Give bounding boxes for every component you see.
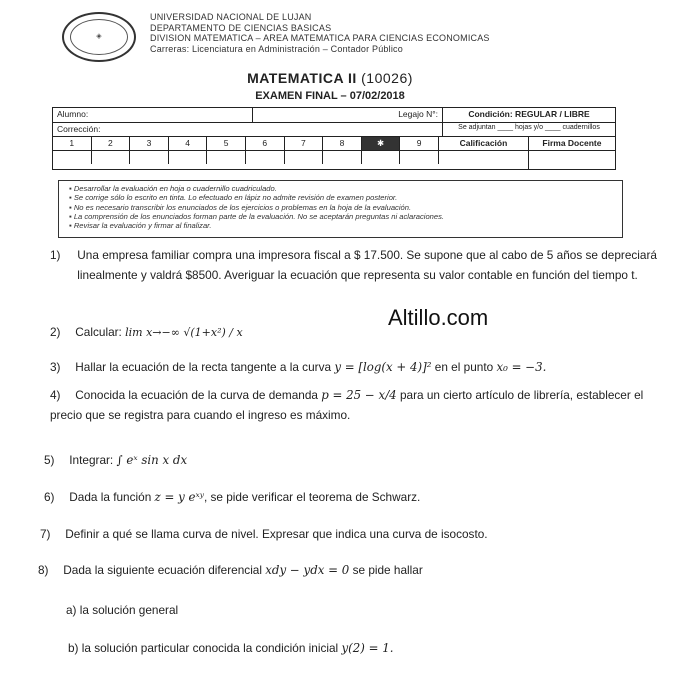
- question-text: a) la solución general: [66, 603, 179, 617]
- question-3: [50, 357, 546, 377]
- score-blank: [207, 151, 246, 164]
- question-text: b) la solución particular conocida la condición inicial: [68, 641, 339, 655]
- question-number: 7): [40, 527, 51, 541]
- calificacion-blank: [439, 151, 529, 169]
- question-number: 8): [38, 563, 49, 577]
- question-1: [50, 245, 670, 285]
- score-blank: [130, 151, 169, 164]
- score-blank: [53, 151, 92, 164]
- header-line: DIVISION MATEMATICA – AREA MATEMATICA PARA CIENCIAS ECONOMICAS: [150, 33, 490, 43]
- question-text: Definir a qué se llama curva de nivel. Expresar que indica una curva de isocosto.: [65, 527, 488, 541]
- question-8b: [68, 638, 393, 658]
- score-cell-shaded: ✱: [362, 137, 401, 150]
- score-blank: [323, 151, 362, 164]
- correccion-label: Corrección:: [53, 123, 443, 136]
- score-cell-number: 5: [207, 137, 246, 150]
- header-line: Carreras: Licenciatura en Administración – Contador Público: [150, 43, 403, 54]
- student-form-table: [52, 107, 616, 170]
- question-math: z = y eˣʸ: [154, 490, 204, 504]
- instruction-item: ▪ La comprensión de los enunciados forman parte de la evaluación. No se aceptarán preguntas ni aclaraciones.: [69, 212, 612, 221]
- score-cell-number: 6: [246, 137, 285, 150]
- instruction-item: ▪ Revisar la evaluación y firmar al finalizar.: [69, 221, 612, 230]
- instruction-item: ▪ Desarrollar la evaluación en hoja o cuadernillo cuadriculado.: [69, 184, 612, 193]
- question-math: ∫ eˣ sin x dx: [116, 453, 188, 467]
- institution-header: [150, 12, 490, 54]
- question-4: [50, 385, 670, 425]
- question-6: [44, 487, 420, 507]
- question-text: Dada la función: [69, 490, 152, 504]
- watermark: Altillo.com: [388, 305, 489, 330]
- instruction-item: ▪ No es necesario transcribir los enunciados de los ejercicios o problemas en la hoja de la evaluación.: [69, 203, 612, 212]
- instruction-item: ▪ Se corrige sólo lo escrito en tinta. Lo efectuado en lápiz no admite revisión de examen posterior.: [69, 193, 612, 202]
- header-line: UNIVERSIDAD NACIONAL DE LUJAN: [150, 12, 312, 22]
- score-cell-number: 1: [53, 137, 92, 150]
- seal-emblem-icon: ◈: [70, 19, 128, 55]
- score-cell-number: 7: [285, 137, 324, 150]
- question-math: y(2) = 1.: [341, 641, 394, 655]
- question-text: Dada la siguiente ecuación diferencial: [63, 563, 262, 577]
- question-math: y = [log(x + 4)]²: [334, 360, 432, 374]
- score-blank: [400, 151, 439, 164]
- score-cell-number: 8: [323, 137, 362, 150]
- header-line: DEPARTAMENTO DE CIENCIAS BASICAS: [150, 22, 332, 33]
- firma-label: Firma Docente: [542, 138, 602, 148]
- question-text: Conocida la ecuación de la curva de demanda: [75, 388, 318, 402]
- course-name: MATEMATICA II: [247, 70, 357, 86]
- question-math: p = 25 − x/4: [321, 388, 397, 402]
- question-math: xdy − ydx = 0: [265, 563, 350, 577]
- question-text: Una empresa familiar compra una impresora fiscal a $ 17.500. Se supone que al cabo de 5 años se depreciará linealmente y valdrá $8500. Averiguar la ecuación que representa su valor contable en función del tiempo t.: [77, 248, 657, 282]
- question-text: en el punto: [434, 360, 494, 374]
- question-math: lim x→−∞ √(1+x²) / x: [125, 326, 243, 339]
- question-7: [40, 524, 488, 544]
- score-blank: [285, 151, 324, 164]
- score-blank: [246, 151, 285, 164]
- question-text: Hallar la ecuación de la recta tangente a la curva: [75, 360, 332, 374]
- question-number: 2): [50, 325, 61, 339]
- exam-title: [0, 70, 660, 86]
- exam-subtitle: EXAMEN FINAL – 07/02/2018: [255, 90, 405, 102]
- question-text: se pide hallar: [352, 563, 423, 577]
- instructions-box: [58, 180, 623, 238]
- course-code: (10026): [361, 70, 413, 86]
- calificacion-label: Calificación: [439, 137, 529, 150]
- question-number: 5): [44, 453, 55, 467]
- question-number: 4): [50, 388, 61, 402]
- alumno-label: Alumno:: [53, 108, 253, 122]
- question-2: [50, 322, 243, 343]
- score-cell-number: 2: [92, 137, 131, 150]
- question-8: [38, 560, 423, 580]
- question-text: Calcular:: [75, 325, 122, 339]
- firma-blank: [529, 151, 615, 169]
- adjuntan-label: Se adjuntan ____ hojas y/o ____ cuadernillos: [458, 124, 600, 131]
- score-cell-number: 3: [130, 137, 169, 150]
- question-number: 6): [44, 490, 55, 504]
- question-math: x₀ = −3.: [496, 360, 547, 374]
- score-blank: [362, 151, 401, 164]
- university-seal: [62, 12, 136, 62]
- score-cell-number: 4: [169, 137, 208, 150]
- question-number: 3): [50, 360, 61, 374]
- score-cell-number: 9: [400, 137, 439, 150]
- question-number: 1): [50, 248, 61, 262]
- score-blank: [92, 151, 131, 164]
- question-text: , se pide verificar el teorema de Schwarz.: [203, 490, 421, 504]
- question-text: Integrar:: [69, 453, 114, 467]
- score-blank: [169, 151, 208, 164]
- question-8a: [66, 600, 178, 620]
- question-text: para un cierto artículo de librería, establecer el precio que se registra para cuando el ingreso es máximo.: [50, 388, 644, 422]
- legajo-label: Legajo N°:: [253, 108, 443, 122]
- question-5: [44, 450, 187, 470]
- condicion-label: Condición: REGULAR / LIBRE: [468, 109, 590, 119]
